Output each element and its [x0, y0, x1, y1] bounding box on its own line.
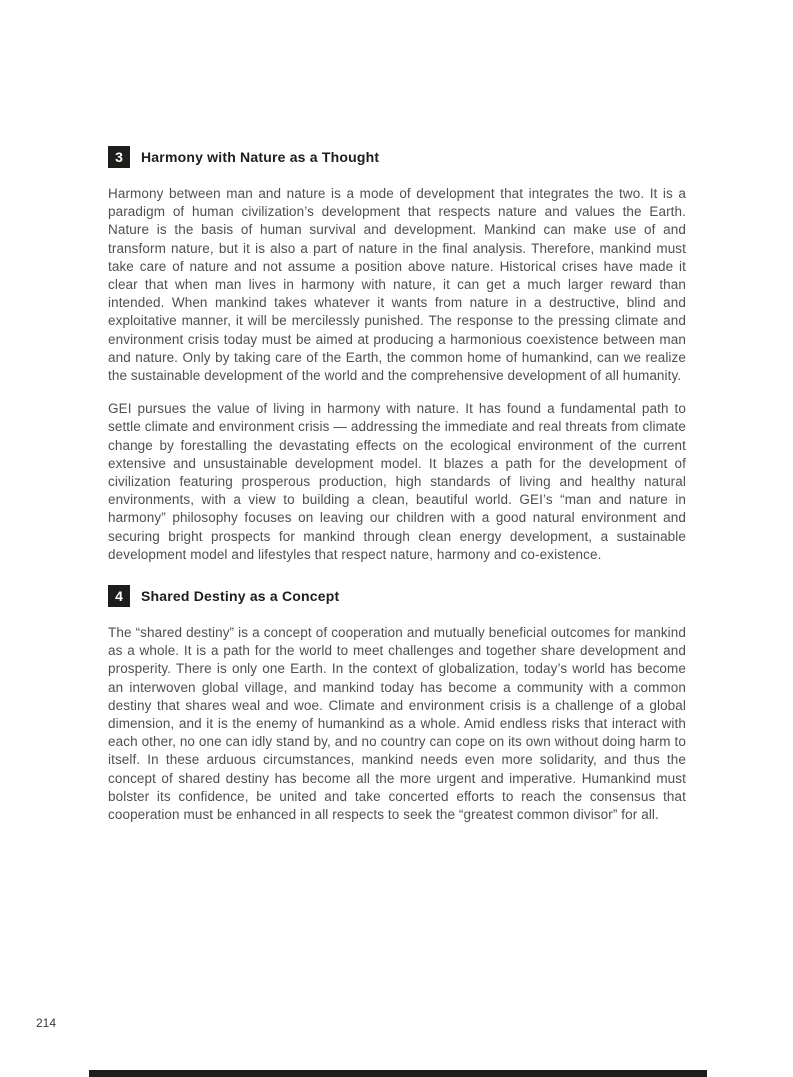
- body-paragraph: The “shared destiny” is a concept of cooperation and mutually beneficial outcomes for mankind as a whole. It is a path for the world to meet challenges and together share development and prosperity. There is only one Earth. In the context of globalization, today’s world has become an interwoven global village, and mankind today has become a community with a common destiny that shares weal and woe. Climate and environment crisis is a challenge of a global dimension, and it is the enemy of humankind as a whole. Amid endless risks that interact with each other, no one can idly stand by, and no country can cope on its own without doing harm to itself. In these arduous circumstances, mankind needs even more solidarity, and thus the concept of shared destiny has become all the more urgent and imperative. Humankind must bolster its confidence, be united and take concerted efforts to reach the consensus that cooperation must be enhanced in all respects to seek the “greatest common divisor” for all.: [108, 625, 686, 823]
- section-title: Harmony with Nature as a Thought: [141, 149, 380, 165]
- body-paragraph: Harmony between man and nature is a mode of development that integrates the two. It is a paradigm of human civilization’s development that respects nature and values the Earth. Nature is the basis of human survival and development. Mankind can make use of and transform nature, but it is also a part of nature in the final analysis. Therefore, mankind must take care of nature and not assume a position above nature. Historical crises have made it clear that when man lives in harmony with nature, it can get a much larger reward than intended. When mankind takes whatever it wants from nature in a destructive, blind and exploitative manner, it will be mercilessly punished. The response to the pressing climate and environment crisis today must be aimed at producing a harmonious coexistence between man and nature. Only by taking care of the Earth, the common home of humankind, can we realize the sustainable development of the world and the comprehensive development of all humanity.: [108, 186, 686, 384]
- page-number: 214: [36, 1016, 57, 1030]
- body-paragraph: GEI pursues the value of living in harmony with nature. It has found a fundamental path to settle climate and environment crisis — addressing the immediate and real threats from climate change by forestalling the devastating effects on the ecological environment of the current extensive and unsustainable development model. It blazes a path for the development of civilization featuring prosperous production, high standards of living and healthy natural environments, with a view to building a clean, beautiful world. GEI’s “man and nature in harmony” philosophy focuses on leaving our children with a good natural environment and securing bright prospects for mankind through clean energy development, a sustainable development model and lifestyles that respect nature, harmony and co-existence.: [108, 401, 686, 562]
- section-title: Shared Destiny as a Concept: [141, 588, 340, 605]
- section-heading-3: [108, 146, 686, 168]
- footer-rule: [89, 1070, 707, 1077]
- section-number-badge: 3: [108, 146, 130, 168]
- section-number-badge: 4: [108, 585, 130, 607]
- section-heading-4: [108, 585, 686, 607]
- text-column: [108, 146, 686, 839]
